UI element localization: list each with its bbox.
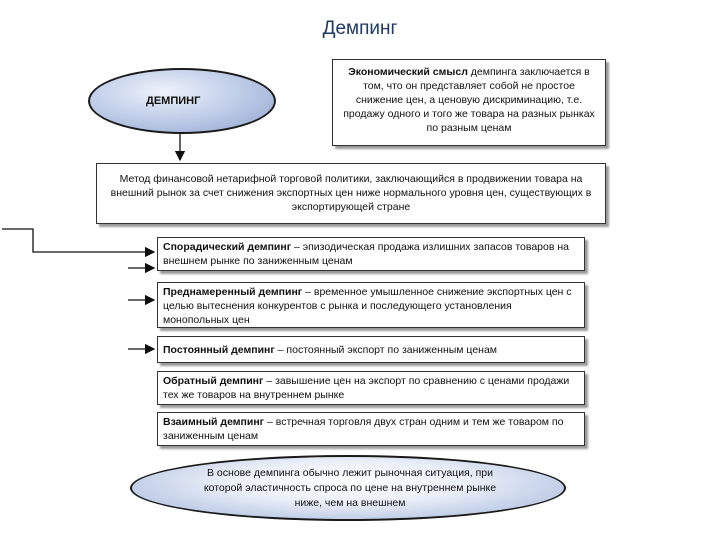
type-text: – временное умышленное снижение экспортных цен с целью вытеснения конкурентов с рынка и последующего установления монопольных цен <box>163 286 572 326</box>
page-title: Демпинг <box>322 18 398 39</box>
bottom-note-text: В основе демпинга обычно лежит рыночная ситуация, при которой эластичность спроса по цене на внутреннем рынке ниже, чем на внешнем <box>203 467 497 509</box>
type-text: – завышение цен на экспорт по сравнению с ценами продажи тех же товаров на внутреннем рынке <box>163 375 570 401</box>
type-term: Спорадический демпинг <box>163 241 292 253</box>
type-term: Преднамеренный демпинг <box>163 286 303 298</box>
type-text: – постоянный экспорт по заниженным ценам <box>274 344 498 356</box>
type-text: – встречная торговля двух стран одним и тем же товаром по заниженным ценам <box>163 416 564 442</box>
economic-meaning-term: Экономический смысл <box>348 66 468 78</box>
definition-text: Метод финансовой нетарифной торговой политики, заключающийся в продвижении товара на внешний рынок за счет снижения экспортных цен ниже нормального уровня цен, существующих в экспортирующей стране <box>110 173 592 213</box>
type-term: Постоянный демпинг <box>163 344 275 356</box>
type-text: – эпизодическая продажа излишних запасов товаров на внешнем рынке по заниженным ценам <box>163 241 569 267</box>
type-term: Взаимный демпинг <box>163 416 265 428</box>
dumping-oval-label: ДЕМПИНГ <box>146 95 201 107</box>
arrow-to-sporadic <box>2 229 154 252</box>
type-term: Обратный демпинг <box>163 375 264 387</box>
economic-meaning-text: демпинга заключается в том, что он представляет собой не простое снижение цен, а ценовую дискриминацию, т.е. продажу одного и того же товара на разных рынках по разным ценам <box>343 66 595 134</box>
